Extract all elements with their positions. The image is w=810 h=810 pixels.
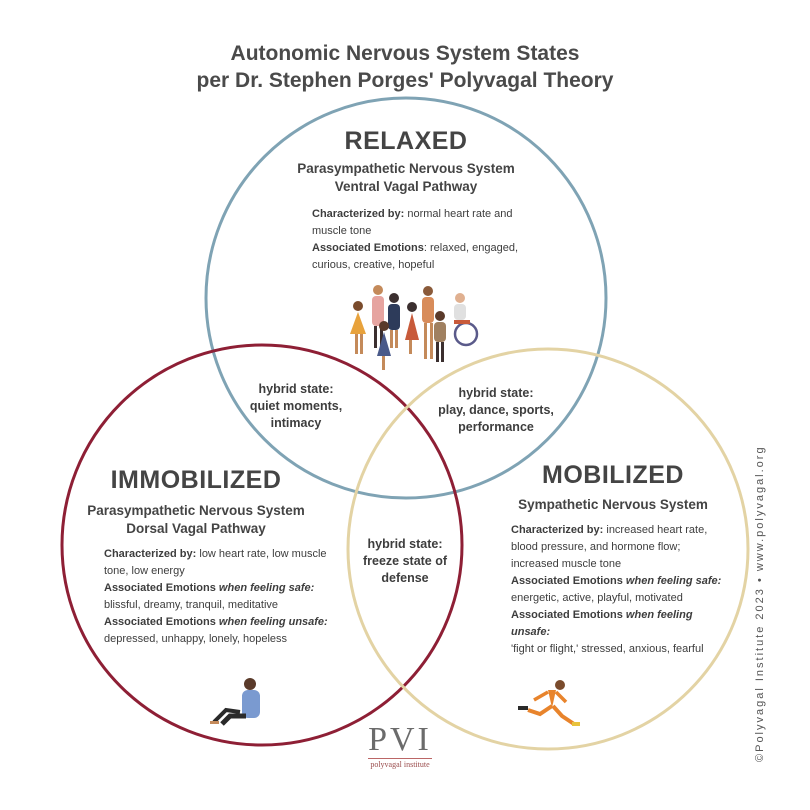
hybrid-line: defense [381,571,429,585]
hybrid-line: intimacy [270,416,322,430]
mobilized-unsafe-text: 'fight or flight,' stressed, anxious, fearful [511,643,704,655]
immobilized-characterized-label: Characterized by: [104,548,197,560]
immobilized-unsafe-label: Associated Emotions [104,616,219,628]
pvi-logo [360,722,440,769]
immobilized-unsafe-text: depressed, unhappy, lonely, hopeless [104,633,288,645]
mobilized-safe-label: Associated Emotions [511,575,626,587]
mobilized-characterized-label: Characterized by: [511,524,604,536]
hybrid-line: quiet moments, [249,399,343,413]
relaxed-circle [206,98,606,498]
mobilized-system: Sympathetic Nervous System [518,497,708,512]
mobilized-unsafe-label: Associated Emotions [511,609,626,621]
immobilized-unsafe-em: when feeling unsafe: [218,616,328,628]
title-line-2: per Dr. Stephen Porges' Polyvagal Theory [196,69,614,92]
immobilized-pathway: Dorsal Vagal Pathway [126,521,266,536]
sitting-person-illustration [210,678,260,724]
immobilized-subtitle [66,502,326,538]
hybrid-line: freeze state of [362,554,448,568]
hybrid-quiet-moments [236,381,356,432]
mobilized-characterized-text: increased heart rate, blood pressure, and hormone flow; increased muscle tone [511,524,708,570]
relaxed-description [312,206,536,274]
running-person-illustration [518,680,580,726]
hybrid-label: hybrid state: [258,382,334,396]
relaxed-emotions-text: : relaxed, engaged, curious, creative, hopeful [312,242,519,271]
mobilized-heading: MOBILIZED [542,461,684,489]
mobilized-safe-em: when feeling safe: [625,575,722,587]
title-line-1: Autonomic Nervous System States [230,42,580,65]
hybrid-label: hybrid state: [458,386,534,400]
side-credit: ©Polyvagal Institute 2023 • www.polyvagal.org [754,445,766,762]
immobilized-safe-label: Associated Emotions [104,582,219,594]
relaxed-characterized-text: normal heart rate and muscle tone [312,208,513,237]
mobilized-description [511,522,731,658]
group-people-illustration [350,285,477,370]
immobilized-description [104,546,340,648]
immobilized-safe-text: blissful, dreamy, tranquil, meditative [104,599,279,611]
hybrid-line: performance [458,420,534,434]
immobilized-safe-em: when feeling safe: [218,582,315,594]
immobilized-system: Parasympathetic Nervous System [87,503,305,518]
relaxed-pathway: Ventral Vagal Pathway [334,179,478,194]
mobilized-unsafe-em: when feeling unsafe: [511,609,693,638]
immobilized-characterized-text: low heart rate, low muscle tone, low energy [104,548,327,577]
mobilized-subtitle [493,496,733,514]
relaxed-emotions-label: Associated Emotions [312,242,424,254]
relaxed-heading: RELAXED [344,127,468,155]
diagram-title [0,40,810,94]
pvi-logo-tagline: polyvagal institute [368,758,432,769]
hybrid-label: hybrid state: [367,537,443,551]
relaxed-characterized-label: Characterized by: [312,208,405,220]
hybrid-line: play, dance, sports, [438,403,554,417]
hybrid-play-dance [426,385,566,436]
immobilized-heading: IMMOBILIZED [110,466,282,494]
pvi-logo-mark: PVI [368,721,432,758]
mobilized-safe-text: energetic, active, playful, motivated [511,592,683,604]
relaxed-system: Parasympathetic Nervous System [297,161,515,176]
relaxed-subtitle [256,160,556,196]
hybrid-freeze-state [346,536,464,587]
